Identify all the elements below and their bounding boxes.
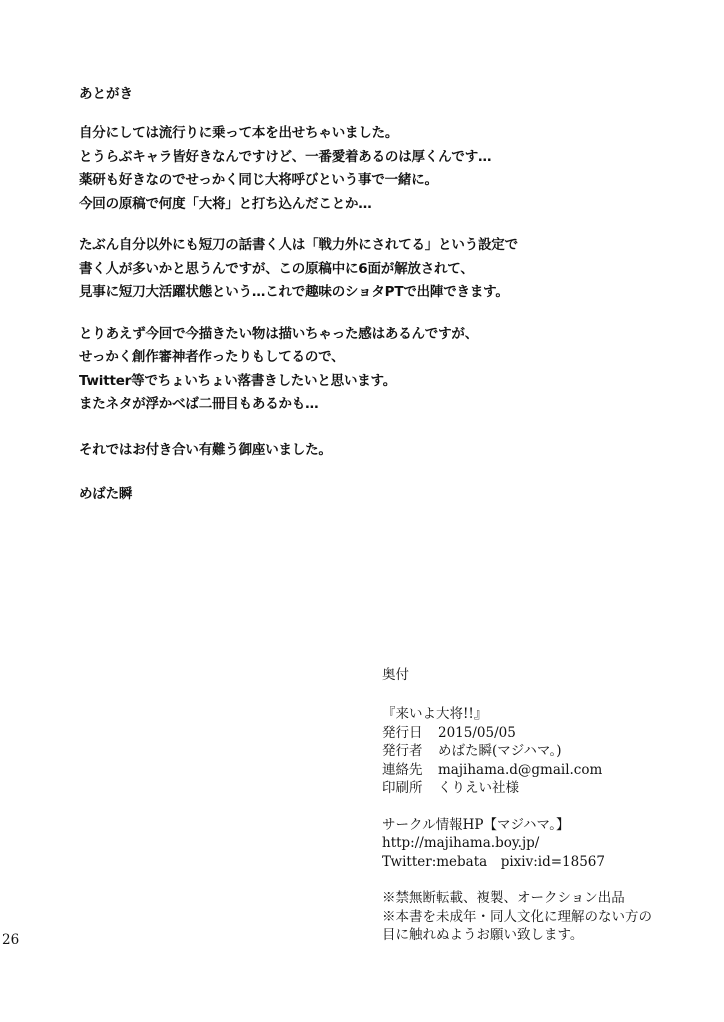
detail-value: めばた瞬(マジハマ。) (438, 743, 562, 759)
afterword-line: 今回の原稿で何度「大将」と打ち込んだことか… (79, 195, 372, 212)
detail-row-publish-date (382, 724, 702, 743)
afterword-line: せっかく創作審神者作ったりもしてるので、 (79, 349, 345, 365)
afterword-line: 書く人が多いかと思うんですが、この原稿中に6面が解放されて、 (79, 260, 474, 277)
detail-label: 印刷所 (382, 780, 423, 796)
afterword-paragraph (79, 122, 679, 216)
afterword-closing: それではお付き合い有難う御座いました。 (79, 441, 332, 458)
afterword-section (79, 84, 679, 507)
circle-info: サークル情報HP【マジハマ。】 (382, 816, 570, 833)
afterword-signature: めばた瞬 (79, 486, 133, 502)
colophon-details (382, 705, 702, 798)
afterword-line: 薬研も好きなのでせっかく同じ大将呼びという事で一緒に。 (79, 172, 438, 188)
detail-row-publisher (382, 742, 702, 761)
book-title: 『来いよ大将!!』 (382, 706, 488, 722)
afterword-paragraph (79, 323, 679, 417)
page-number: 26 (2, 932, 20, 948)
afterword-line: またネタが浮かべば二冊目もあるかも… (79, 396, 319, 412)
detail-label: 連絡先 (382, 761, 423, 778)
afterword-paragraph (79, 234, 679, 305)
detail-value: 2015/05/05 (438, 724, 516, 741)
detail-label: 発行者 (382, 743, 423, 759)
colophon-title: 奥付 (382, 667, 409, 683)
detail-row-printer (382, 779, 702, 798)
afterword-line: たぶん自分以外にも短刀の話書く人は「戦力外にされてる」という設定で (79, 237, 518, 253)
notice-line: ※本書を未成年・同人文化に理解のない方の (382, 908, 652, 925)
circle-info-group (382, 816, 702, 872)
afterword-line: とりあえず今回で今描きたい物は描いちゃった感はあるんですが、 (79, 325, 478, 342)
colophon-section (382, 665, 702, 963)
afterword-line: 見事に短刀大活躍状態という…これで趣味のショタPTで出陣できます。 (79, 284, 509, 300)
afterword-heading: あとがき (79, 86, 133, 102)
circle-url: http://majihama.boy.jp/ (382, 835, 540, 851)
notice-line: ※禁無断転載、複製、オークション出品 (382, 890, 625, 906)
notice-line: 目に触れぬようお願い致します。 (382, 927, 584, 943)
social-ids: Twitter:mebata pixiv:id=18567 (382, 853, 605, 870)
detail-label: 発行日 (382, 724, 423, 741)
afterword-line: とうらぶキャラ皆好きなんですけど、一番愛着あるのは厚くんです… (79, 148, 492, 165)
afterword-line: 自分にしては流行りに乗って本を出せちゃいました。 (79, 125, 399, 141)
afterword-line: Twitter等でちょいちょい落書きしたいと思います。 (79, 372, 397, 389)
notices-group (382, 889, 702, 945)
detail-value: majihama.d@gmail.com (438, 761, 603, 778)
detail-row-contact (382, 761, 702, 780)
detail-value: くりえい社様 (438, 780, 519, 796)
